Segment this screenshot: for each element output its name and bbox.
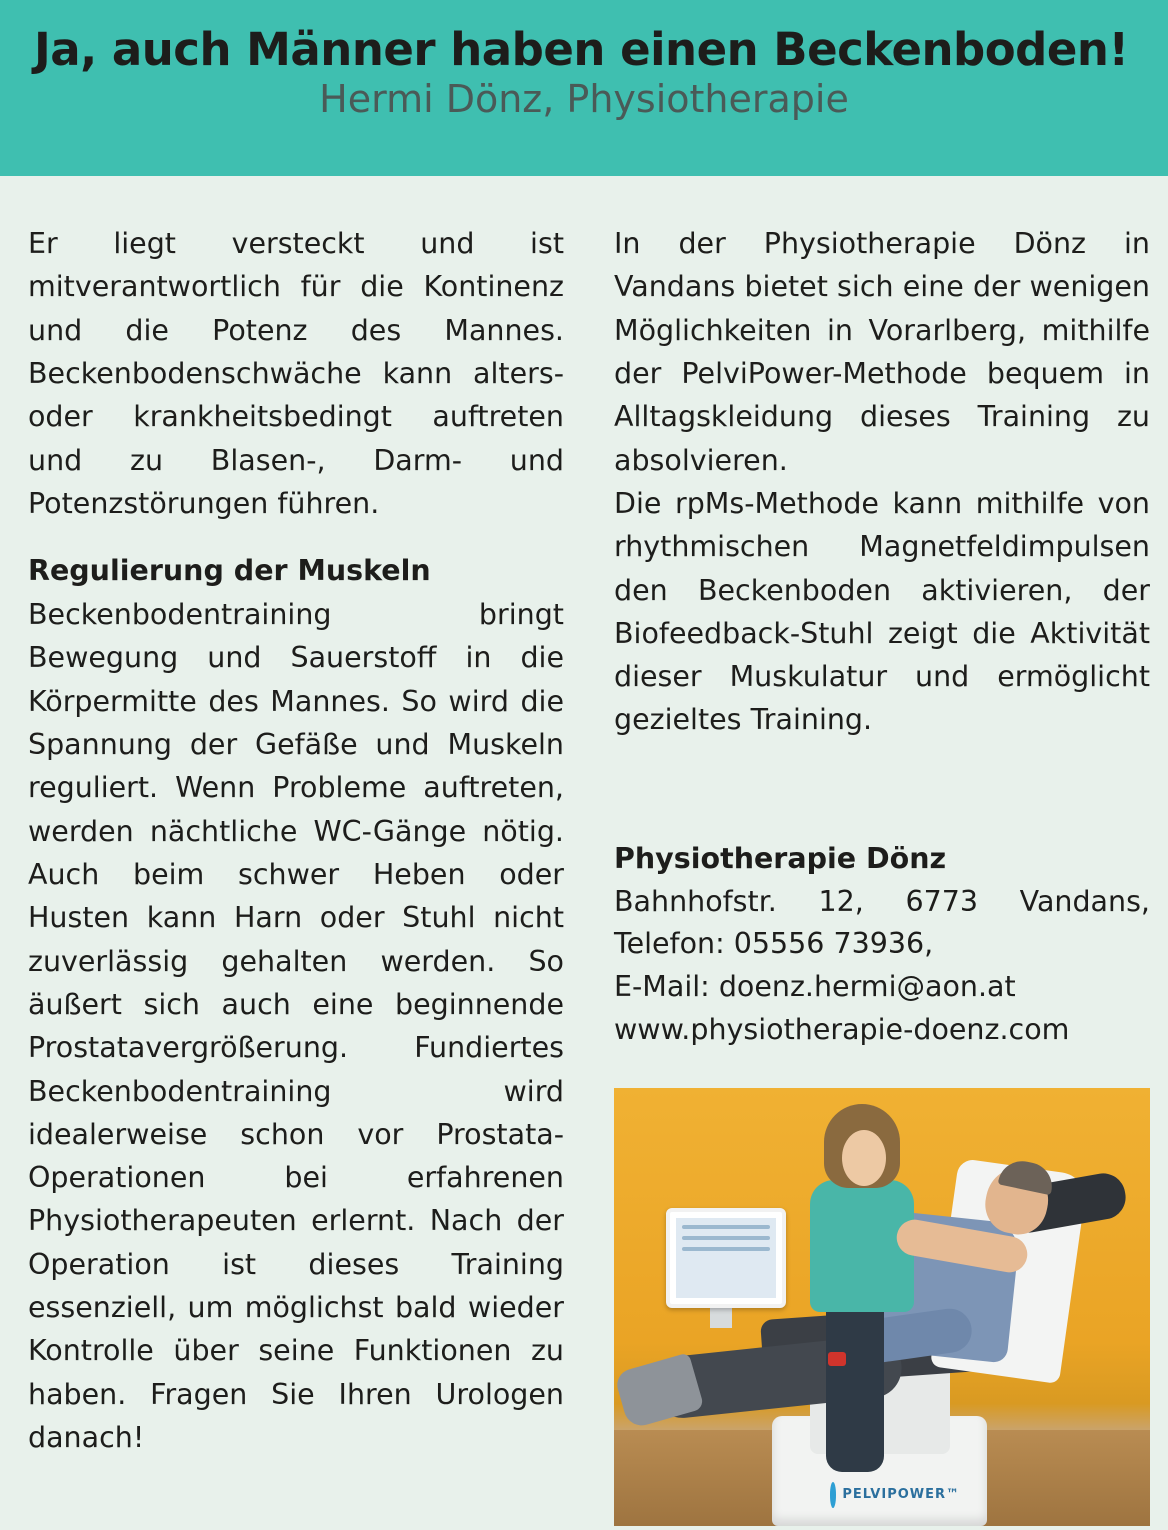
pelvipower-logo-icon [830,1482,836,1508]
article-photo [614,1088,1150,1526]
pelvipower-logo-text: PELVIPOWER™ [842,1487,960,1502]
monitor-line [682,1236,770,1240]
pelvipower-logo [830,1478,960,1512]
right-paragraph-2: Die rpMs-Methode kann mithilfe von rhythmischen Magnetfeldimpulsen den Beckenboden aktivieren, der Biofeedback-Stuhl zeigt die Aktivität dieser Muskulatur und ermöglicht gezieltes Training. [614,486,1150,737]
section-subheading: Regulierung der Muskeln [28,554,431,588]
contact-name: Physiotherapie Dönz [614,841,947,875]
device-indicator [828,1352,846,1366]
right-paragraph-1: In der Physiotherapie Dönz in Vandans bietet sich eine der wenigen Möglichkeiten in Vorarlberg, mithilfe der PelviPower-Methode bequem in Alltagskleidung dieses Training zu absolvieren. [614,227,1150,477]
therapist-legs [826,1292,884,1472]
left-column [28,222,564,1530]
right-column [614,222,1150,1530]
article-header [0,0,1168,176]
intro-paragraph: Er liegt versteckt und ist mitverantwortlich für die Kontinenz und die Potenz des Mannes. Beckenbodenschwäche kann alters- oder krankheitsbedingt auftreten und zu Blasen-, Darm- und Potenzstörungen führen. [28,227,564,520]
contact-block [614,838,1150,1052]
left-body-paragraph: Beckenbodentraining bringt Bewegung und Sauerstoff in die Körpermitte des Mannes. So wird die Spannung der Gefäße und Muskeln reguliert. Wenn Probleme auftreten, werden nächtliche WC-Gänge nötig. Auch beim schwer Heben oder Husten kann Harn oder Stuhl nicht zuverlässig gehalten werden. So äußert sich auch eine beginnende Prostatavergrößerung. Fundiertes Beckenbodentraining wird idealerweise schon vor Prostata-Operationen bei erfahrenen Physiotherapeuten erlernt. Nach der Operation ist dieses Training essenziell, um möglichst bald wieder Kontrolle über seine Funktionen zu haben. Fragen Sie Ihren Urologen danach! [28,598,564,1455]
monitor-line [682,1247,770,1251]
contact-email: E-Mail: doenz.hermi@aon.at [614,970,1016,1003]
page-subtitle: Hermi Dönz, Physiotherapie [319,77,849,122]
article-body [0,176,1168,1530]
page-title: Ja, auch Männer haben einen Beckenboden! [34,23,1129,76]
monitor-line [682,1225,770,1229]
therapist-face [842,1130,886,1186]
monitor-screen [676,1218,776,1298]
contact-website[interactable]: www.physiotherapie-doenz.com [614,1012,1070,1046]
contact-address: Bahnhofstr. 12, 6773 Vandans, Telefon: 05556 73936, [614,884,1150,961]
device-monitor [666,1208,786,1308]
